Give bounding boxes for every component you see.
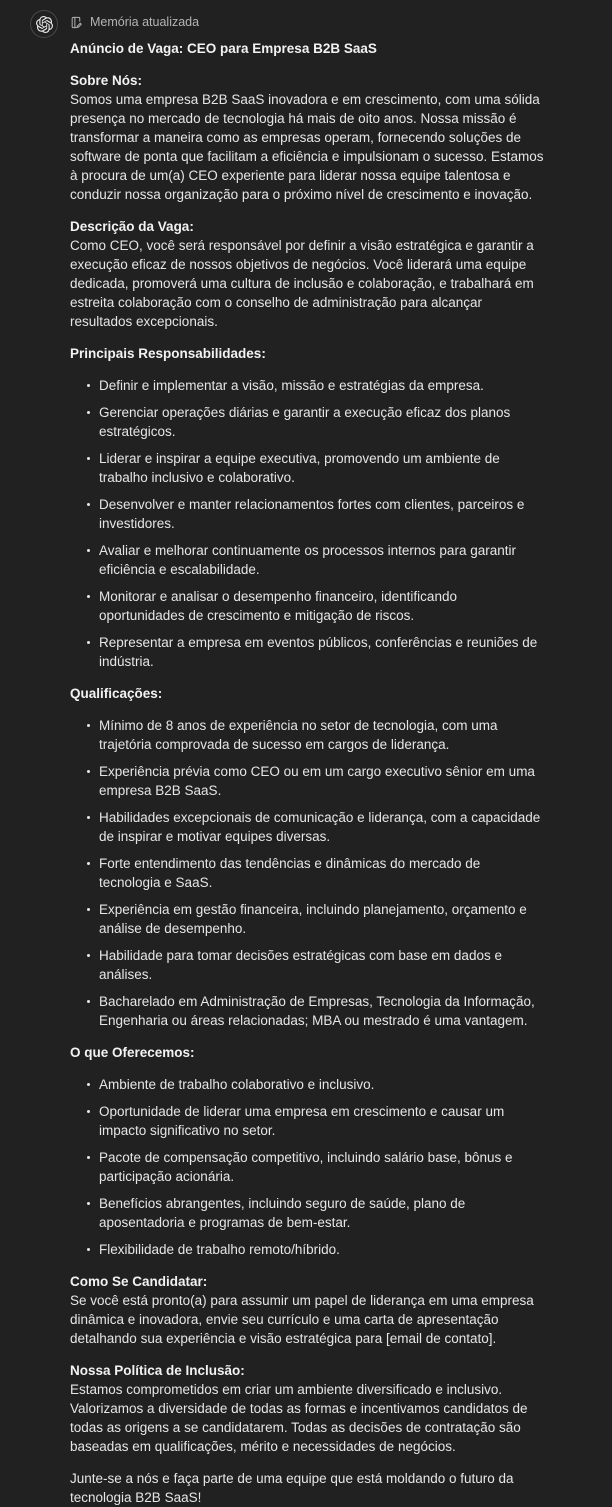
- list-item: Benefícios abrangentes, incluindo seguro de saúde, plano de aposentadoria e programas de bem-estar.: [99, 1194, 544, 1232]
- list-item: Liderar e inspirar a equipe executiva, promovendo um ambiente de trabalho inclusivo e colaborativo.: [99, 449, 544, 487]
- list-item: Flexibilidade de trabalho remoto/híbrido.: [99, 1240, 544, 1259]
- memory-updated-label: Memória atualizada: [90, 14, 200, 29]
- section-body: Estamos comprometidos em criar um ambiente diversificado e inclusivo. Valorizamos a diversidade de todas as formas e incentivamos candidatos de todas as origens a se candidatarem. Todas as decisões de contratação são baseadas em qualificações, mérito e necessidades de negócios.: [70, 1382, 528, 1454]
- list-item: Bacharelado em Administração de Empresas, Tecnologia da Informação, Engenharia ou áreas relacionadas; MBA ou mestrado é uma vantagem.: [99, 992, 544, 1030]
- list-item: Avaliar e melhorar continuamente os processos internos para garantir eficiência e escalabilidade.: [99, 541, 544, 579]
- list-item: Gerenciar operações diárias e garantir a execução eficaz dos planos estratégicos.: [99, 403, 544, 441]
- list-item: Forte entendimento das tendências e dinâmicas do mercado de tecnologia e SaaS.: [99, 854, 544, 892]
- section-heading: Como Se Candidatar:: [70, 1274, 208, 1289]
- section-body: Se você está pronto(a) para assumir um papel de liderança em uma empresa dinâmica e inovadora, envie seu currículo e uma carta de apresentação detalhando sua experiência e visão estratégica para [email de contato].: [70, 1293, 534, 1346]
- list-item: Definir e implementar a visão, missão e estratégias da empresa.: [99, 376, 544, 395]
- memory-notebook-icon: [70, 16, 83, 29]
- section-heading: Principais Responsabilidades:: [70, 346, 266, 361]
- assistant-avatar: [30, 10, 58, 38]
- list-item: Representar a empresa em eventos públicos, conferências e reuniões de indústria.: [99, 633, 544, 671]
- list-item: Monitorar e analisar o desempenho financeiro, identificando oportunidades de crescimento e mitigação de riscos.: [99, 587, 544, 625]
- section-como-se-candidatar: [70, 1272, 544, 1348]
- closing-line: Junte-se a nós e faça parte de uma equipe que está moldando o futuro da tecnologia B2B SaaS!: [70, 1471, 514, 1505]
- section-body: Como CEO, você será responsável por definir a visão estratégica e garantir a execução eficaz de nossos objetivos de negócios. Você liderará uma equipe dedicada, promoverá uma cultura de inclusão e colaboração, e trabalhará em estreita colaboração com o conselho de administração para alcançar resultados excepcionais.: [70, 238, 534, 329]
- openai-logo-icon: [36, 16, 53, 33]
- list-item: Habilidades excepcionais de comunicação e liderança, com a capacidade de inspirar e motivar equipes diversas.: [99, 808, 544, 846]
- job-post-title: Anúncio de Vaga: CEO para Empresa B2B SaaS: [70, 41, 377, 56]
- memory-updated-chip[interactable]: [70, 12, 199, 32]
- assistant-message: [70, 12, 544, 1507]
- list-item: Ambiente de trabalho colaborativo e inclusivo.: [99, 1075, 544, 1094]
- list-item: Experiência em gestão financeira, incluindo planejamento, orçamento e análise de desempenho.: [99, 900, 544, 938]
- section-politica-de-inclusao: [70, 1361, 544, 1456]
- list-item: Pacote de compensação competitivo, incluindo salário base, bônus e participação acionária.: [99, 1148, 544, 1186]
- section-heading: Sobre Nós:: [70, 73, 143, 88]
- list-item: Habilidade para tomar decisões estratégicas com base em dados e análises.: [99, 946, 544, 984]
- section-descricao-da-vaga: [70, 217, 544, 331]
- benefits-list: [70, 1075, 544, 1259]
- list-item: Experiência prévia como CEO ou em um cargo executivo sênior em uma empresa B2B SaaS.: [99, 762, 544, 800]
- section-heading: Qualificações:: [70, 686, 163, 701]
- section-heading: Nossa Política de Inclusão:: [70, 1363, 245, 1378]
- responsibilities-list: [70, 376, 544, 671]
- list-item: Desenvolver e manter relacionamentos fortes com clientes, parceiros e investidores.: [99, 495, 544, 533]
- list-item: Mínimo de 8 anos de experiência no setor de tecnologia, com uma trajetória comprovada de sucesso em cargos de liderança.: [99, 716, 544, 754]
- qualifications-list: [70, 716, 544, 1030]
- section-oferecemos-heading: [70, 1043, 544, 1062]
- section-responsabilidades-heading: [70, 344, 544, 363]
- section-qualificacoes-heading: [70, 684, 544, 703]
- section-sobre-nos: [70, 71, 544, 204]
- section-heading: Descrição da Vaga:: [70, 219, 194, 234]
- list-item: Oportunidade de liderar uma empresa em crescimento e causar um impacto significativo no setor.: [99, 1102, 544, 1140]
- section-heading: O que Oferecemos:: [70, 1045, 195, 1060]
- section-body: Somos uma empresa B2B SaaS inovadora e em crescimento, com uma sólida presença no mercado de tecnologia há mais de oito anos. Nossa missão é transformar a maneira como as empresas operam, fornecendo soluções de software de ponta que facilitam a eficiência e impulsionam o sucesso. Estamos à procura de um(a) CEO experiente para liderar nossa equipe talentosa e conduzir nossa organização para o próximo nível de crescimento e inovação.: [70, 92, 544, 202]
